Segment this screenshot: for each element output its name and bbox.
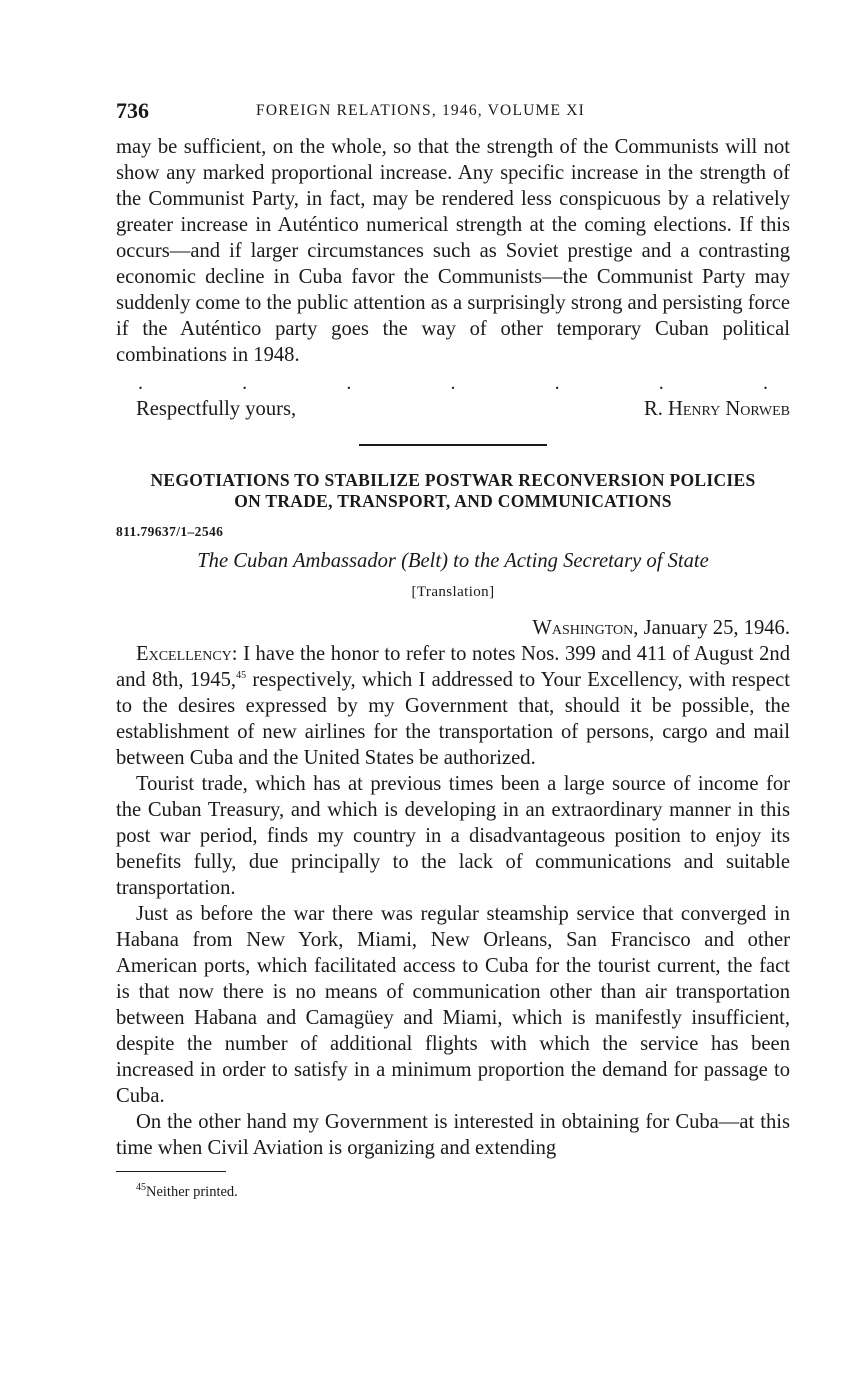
running-title: FOREIGN RELATIONS, 1946, VOLUME XI [256,102,585,119]
letter-paragraph-4: On the other hand my Government is interested in obtaining for Cuba—at this time when Civil Aviation is organizing and extending [116,1111,790,1159]
dateline [116,615,790,641]
running-head [116,92,790,128]
section-heading-line-2: ON TRADE, TRANSPORT, AND COMMUNICATIONS [234,491,672,511]
continuing-paragraph: may be sufficient, on the whole, so that the strength of the Communists will not show any marked proportional increase. Any specific increase in the strength of the Communist Party, in fact, may be rendered less conspicuous by a relatively greater increase in Auténtico numerical strength at the coming elections. If this occurs—and if larger circumstances such as Soviet prestige and a contrasting economic decline in Cuba favor the Communists—the Communist Party may suddenly come to the public attention as a surprisingly strong and persisting force if the Auténtico party goes the way of other temporary Cuban political combinations in 1948. [116,136,790,366]
dateline-place: Washington, [532,617,639,639]
letter-salutation: Excellency: [136,643,238,665]
ellipsis-dot: . [242,372,248,394]
footnote-divider [116,1171,226,1172]
dateline-date: January 25, 1946. [643,617,790,639]
paragraph-1-text-b: respectively, which I addressed to Your Excellency, with respect to the desires expressed by my Government that, should it be possible, the establishment of new airlines for the transportation of persons, cargo and mail between Cuba and the United States be authorized. [116,669,790,769]
ellipsis-dot: . [658,372,664,394]
page-number: 736 [116,98,149,123]
ellipsis-dot: . [346,372,352,394]
document-page [116,92,790,1201]
footnote-text: Neither printed. [146,1184,238,1200]
document-title: The Cuban Ambassador (Belt) to the Acting Secretary of State [197,550,709,572]
letter-paragraph-2: Tourist trade, which has at previous times been a large source of income for the Cuban Treasury, and which is developing in an extraordinary manner in this post war period, finds my country in a disadvantageous position to enjoy its benefits fully, due principally to the lack of communications and suitable transportation. [116,773,790,899]
paragraph-1-text-a: I have the honor to refer to notes Nos. 399 and 411 of August 2nd and 8th, 1945, [116,643,790,691]
file-number: 811.79637/1–2546 [116,524,224,539]
footnote-number: 45 [136,1182,146,1194]
section-divider [359,444,547,446]
section-heading-line-1: NEGOTIATIONS TO STABILIZE POSTWAR RECONVERSION POLICIES [150,470,756,490]
section-heading [116,470,790,512]
footnote [116,1184,790,1201]
signature: R. Henry Norweb [643,398,790,420]
ellipsis-dot: . [138,372,143,394]
letter-closing [116,396,790,428]
letter-paragraph-1 [116,641,790,771]
translation-note: [Translation] [411,584,495,600]
ellipsis-dot: . [554,372,560,394]
letter-paragraph-3: Just as before the war there was regular steamship service that converged in Habana from New York, Miami, New Orleans, San Francisco and other American ports, which facilitated access to Cuba for the tourist current, the fact is that now there is no means of communication other than air transportation between Habana and Camagüey and Miami, which is manifestly insufficient, despite the number of additional flights with which the service has been increased in order to satisfy in a minimum proportion the demand for passage to Cuba. [116,903,790,1107]
closing-salutation: Respectfully yours, [136,398,297,420]
footnote-reference[interactable]: 45 [236,670,247,682]
ellipsis-row [116,374,790,392]
ellipsis-dot: . [762,372,768,394]
ellipsis-dot: . [450,372,456,394]
